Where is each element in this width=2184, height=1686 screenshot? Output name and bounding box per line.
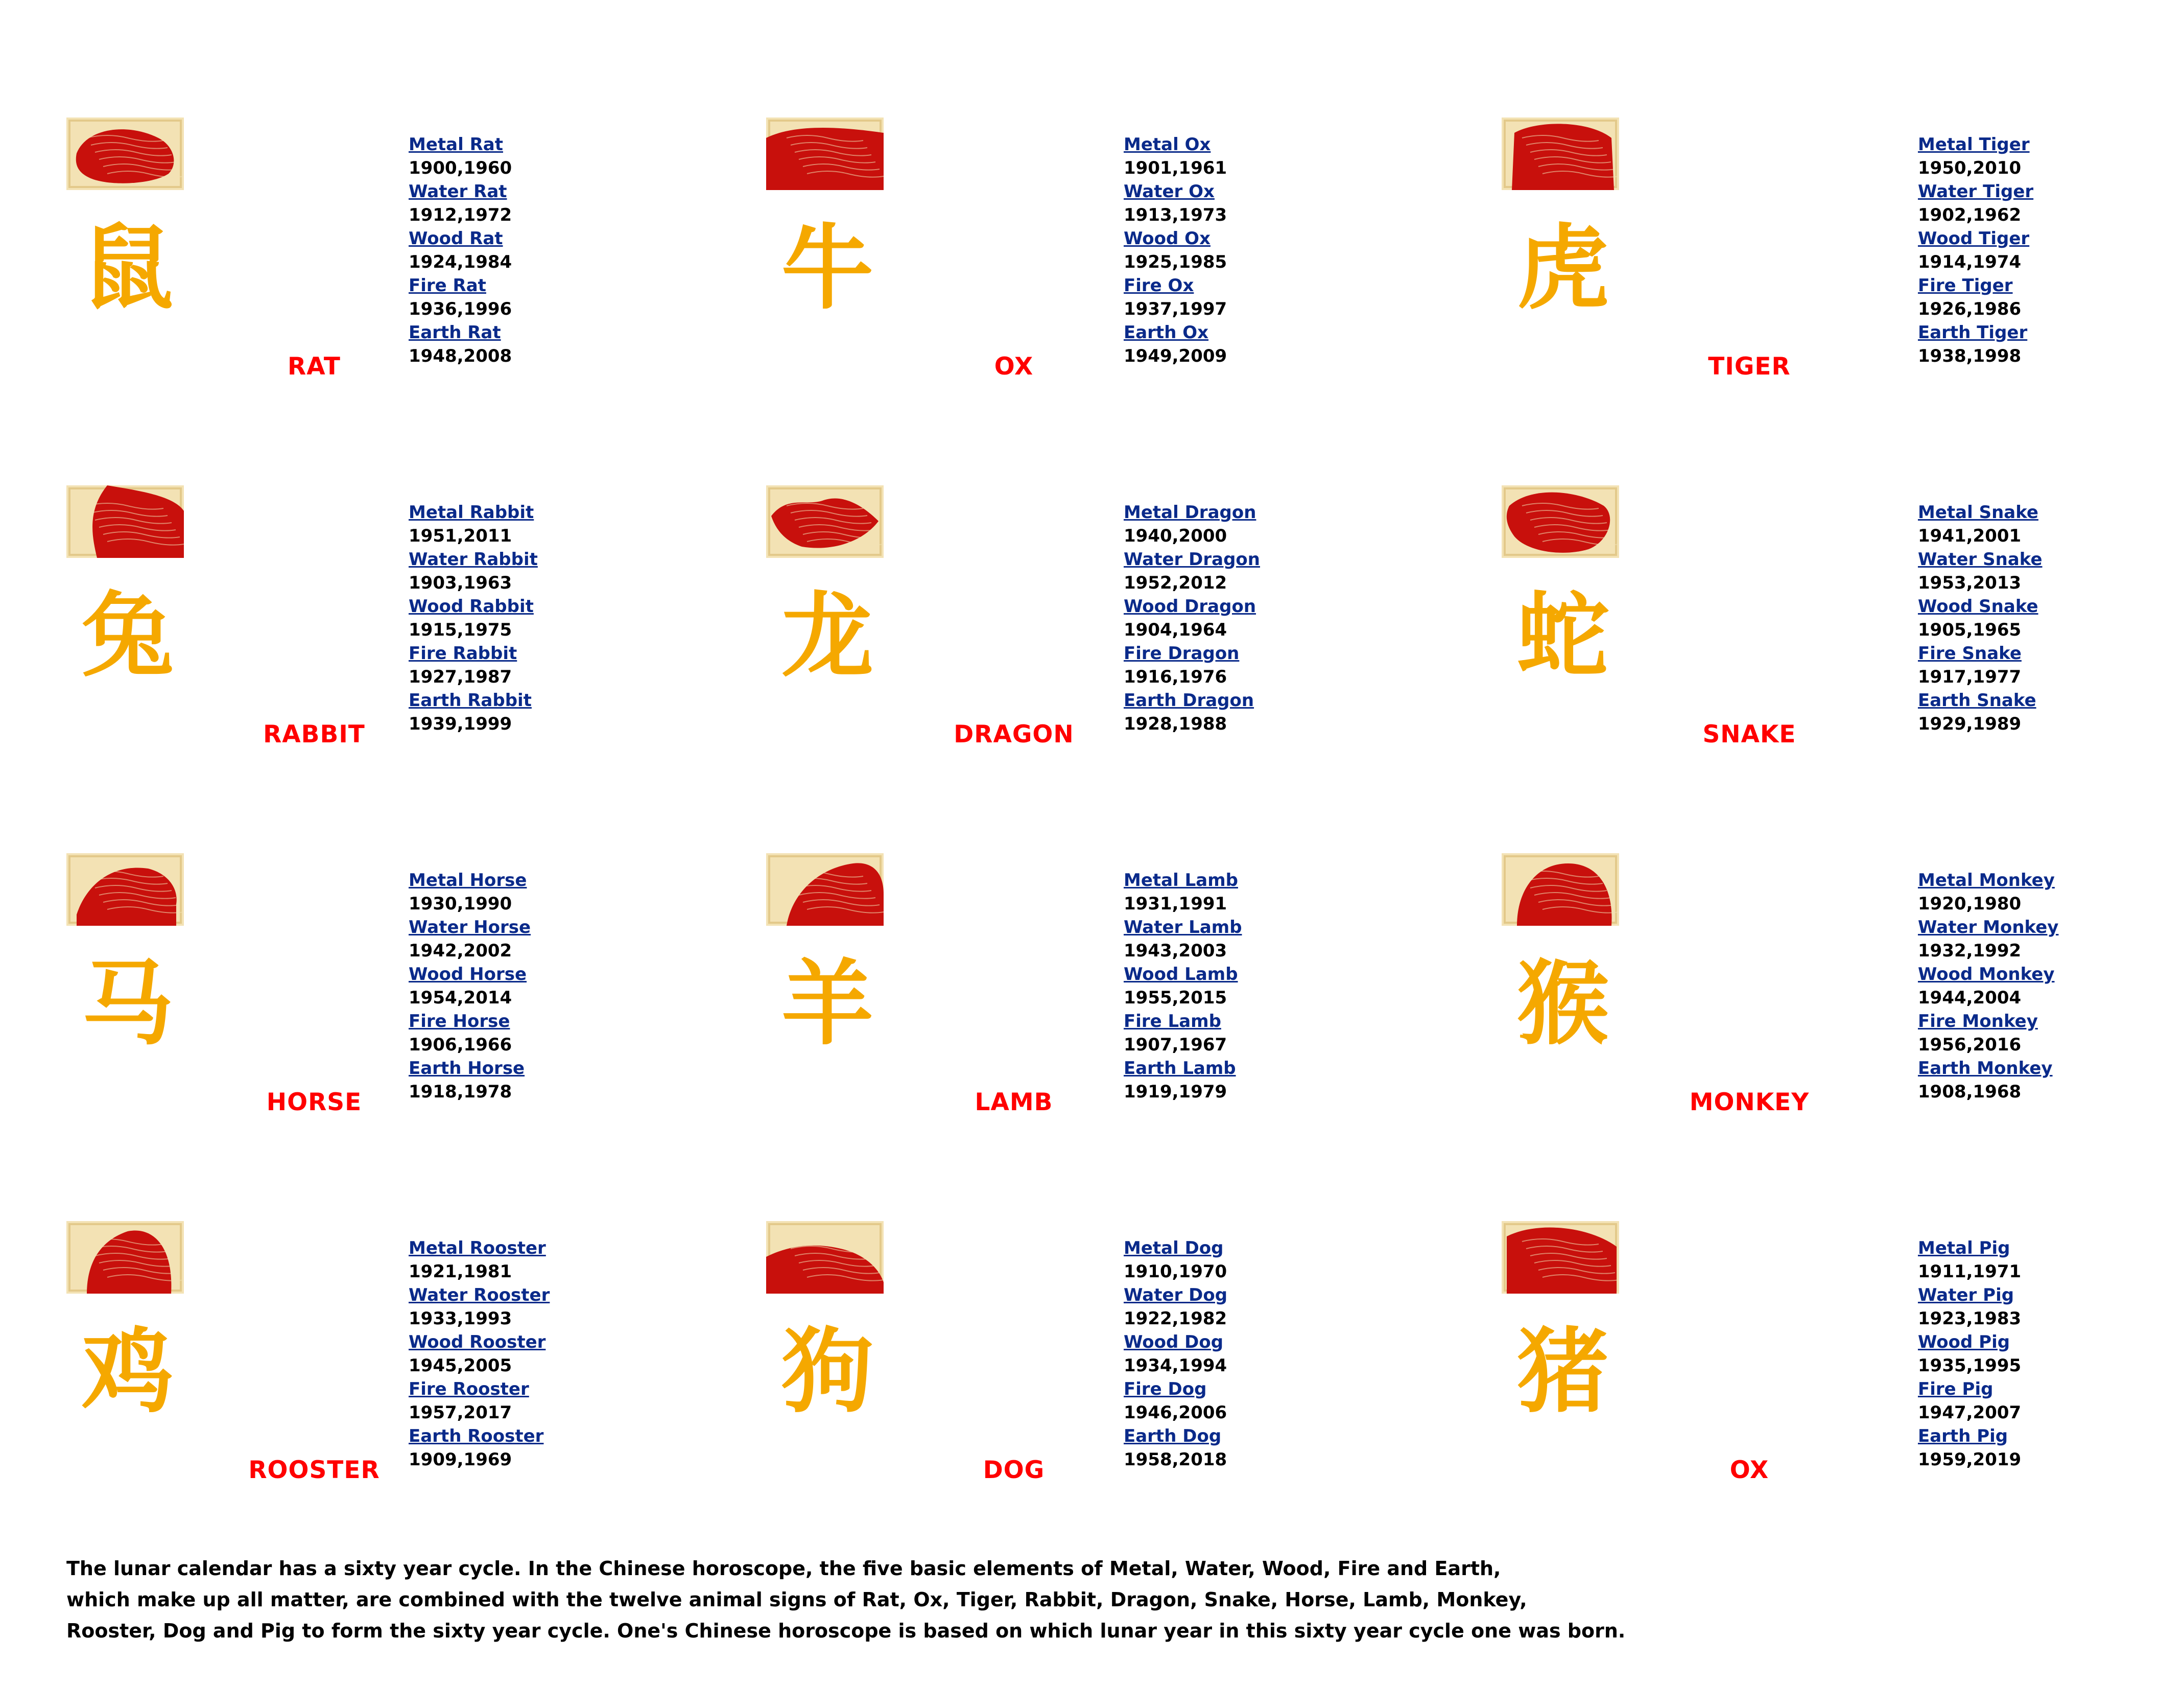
description-line-1: The lunar calendar has a sixty year cycle. In the Chinese horoscope, the five basic elements of Metal, Water, Wood, Fire and Earth, (66, 1557, 1501, 1580)
element-years: 1951,2011 (409, 526, 512, 546)
zodiac-card-rat (66, 118, 833, 475)
element-years: 1913,1973 (1124, 205, 1227, 225)
animal-name-label: LAMB (975, 1088, 1053, 1116)
element-link-fire-lamb[interactable]: Fire Lamb (1124, 1011, 1221, 1032)
element-link-earth-horse[interactable]: Earth Horse (409, 1058, 525, 1079)
element-years: 1947,2007 (1918, 1402, 2022, 1423)
element-link-metal-horse[interactable]: Metal Horse (409, 870, 527, 891)
element-years: 1915,1975 (409, 620, 512, 640)
element-years: 1957,2017 (409, 1402, 512, 1423)
element-link-water-dragon[interactable]: Water Dragon (1124, 549, 1260, 570)
element-link-wood-tiger[interactable]: Wood Tiger (1918, 228, 2030, 249)
monkey-illustration-icon (1502, 853, 1619, 926)
element-years: 1922,1982 (1124, 1308, 1227, 1329)
element-years: 1930,1990 (409, 894, 512, 914)
element-link-fire-dog[interactable]: Fire Dog (1124, 1379, 1207, 1399)
element-link-earth-pig[interactable]: Earth Pig (1918, 1426, 2008, 1446)
element-year-list (1124, 501, 1260, 736)
element-years: 1909,1969 (409, 1449, 512, 1470)
element-link-metal-lamb[interactable]: Metal Lamb (1124, 870, 1238, 891)
element-link-metal-tiger[interactable]: Metal Tiger (1918, 134, 2030, 155)
element-link-earth-rat[interactable]: Earth Rat (409, 322, 501, 343)
element-years: 1902,1962 (1918, 205, 2022, 225)
element-link-wood-ox[interactable]: Wood Ox (1124, 228, 1211, 249)
dragon-chinese-character: 龙 (781, 582, 873, 690)
element-link-earth-rooster[interactable]: Earth Rooster (409, 1426, 544, 1446)
animal-name-label: ROOSTER (248, 1456, 380, 1484)
element-year-list (1124, 133, 1227, 368)
animal-name-label: RABBIT (263, 720, 365, 748)
element-years: 1929,1989 (1918, 714, 2022, 734)
element-link-wood-rooster[interactable]: Wood Rooster (409, 1332, 546, 1352)
element-link-water-tiger[interactable]: Water Tiger (1918, 181, 2034, 202)
snake-illustration-icon (1502, 485, 1619, 558)
snake-chinese-character: 蛇 (1516, 582, 1609, 690)
element-years: 1946,2006 (1124, 1402, 1227, 1423)
zodiac-card-snake (1502, 485, 2184, 843)
element-link-earth-monkey[interactable]: Earth Monkey (1918, 1058, 2053, 1079)
animal-name-label: RAT (288, 353, 341, 381)
rabbit-chinese-character: 兔 (81, 582, 174, 690)
zodiac-card-tiger (1502, 118, 2184, 475)
element-year-list (1124, 1236, 1227, 1471)
animal-name-label: SNAKE (1702, 720, 1796, 748)
element-years: 1904,1964 (1124, 620, 1227, 640)
element-link-water-snake[interactable]: Water Snake (1918, 549, 2043, 570)
zodiac-card-pig (1502, 1221, 2184, 1579)
element-years: 1937,1997 (1124, 299, 1227, 319)
element-years: 1948,2008 (409, 346, 512, 366)
element-link-earth-lamb[interactable]: Earth Lamb (1124, 1058, 1236, 1079)
element-link-water-rat[interactable]: Water Rat (409, 181, 507, 202)
element-years: 1912,1972 (409, 205, 512, 225)
element-years: 1935,1995 (1918, 1355, 2022, 1376)
zodiac-card-lamb (766, 853, 1532, 1211)
element-link-fire-snake[interactable]: Fire Snake (1918, 643, 2022, 664)
horse-illustration-icon (66, 853, 184, 926)
animal-name-label: DRAGON (954, 720, 1074, 748)
element-years: 1956,2016 (1918, 1035, 2022, 1055)
element-year-list (1918, 133, 2033, 368)
tiger-chinese-character: 虎 (1516, 214, 1609, 322)
element-link-wood-snake[interactable]: Wood Snake (1918, 596, 2038, 617)
pig-chinese-character: 猪 (1516, 1318, 1609, 1425)
element-link-fire-rooster[interactable]: Fire Rooster (409, 1379, 529, 1399)
description-line-2: which make up all matter, are combined with the twelve animal signs of Rat, Ox, Tiger, Rabbit, Dragon, Snake, Horse, Lamb, Monkey, (66, 1588, 1527, 1611)
element-years: 1920,1980 (1918, 894, 2022, 914)
element-years: 1911,1971 (1918, 1261, 2022, 1282)
element-years: 1943,2003 (1124, 941, 1227, 961)
element-link-water-dog[interactable]: Water Dog (1124, 1285, 1228, 1305)
animal-name-label: DOG (983, 1456, 1045, 1484)
element-link-water-pig[interactable]: Water Pig (1918, 1285, 2014, 1305)
element-link-water-rabbit[interactable]: Water Rabbit (409, 549, 538, 570)
element-link-water-lamb[interactable]: Water Lamb (1124, 917, 1242, 938)
element-link-earth-tiger[interactable]: Earth Tiger (1918, 322, 2028, 343)
element-years: 1927,1987 (409, 667, 512, 687)
element-link-wood-rat[interactable]: Wood Rat (409, 228, 503, 249)
rooster-illustration-icon (66, 1221, 184, 1294)
element-year-list (409, 1236, 550, 1471)
element-link-fire-rat[interactable]: Fire Rat (409, 275, 486, 296)
lunar-calendar-description (66, 1553, 1752, 1647)
element-years: 1925,1985 (1124, 252, 1227, 272)
dog-illustration-icon (766, 1221, 884, 1294)
element-link-wood-monkey[interactable]: Wood Monkey (1918, 964, 2055, 985)
element-years: 1950,2010 (1918, 158, 2022, 178)
element-year-list (1918, 501, 2043, 736)
rabbit-illustration-icon (66, 485, 184, 558)
element-year-list (409, 501, 538, 736)
element-years: 1931,1991 (1124, 894, 1227, 914)
element-year-list (1918, 1236, 2021, 1471)
lamb-chinese-character: 羊 (781, 950, 873, 1058)
ox-chinese-character: 牛 (781, 214, 873, 322)
element-years: 1941,2001 (1918, 526, 2022, 546)
element-years: 1900,1960 (409, 158, 512, 178)
element-link-metal-monkey[interactable]: Metal Monkey (1918, 870, 2055, 891)
element-years: 1933,1993 (409, 1308, 512, 1329)
element-years: 1936,1996 (409, 299, 512, 319)
dog-chinese-character: 狗 (781, 1318, 873, 1425)
element-year-list (1918, 869, 2058, 1104)
element-years: 1906,1966 (409, 1035, 512, 1055)
element-link-earth-snake[interactable]: Earth Snake (1918, 690, 2036, 711)
element-years: 1938,1998 (1918, 346, 2022, 366)
element-years: 1952,2012 (1124, 573, 1227, 593)
rat-chinese-character: 鼠 (81, 214, 174, 322)
animal-name-label: MONKEY (1689, 1088, 1810, 1116)
element-link-wood-horse[interactable]: Wood Horse (409, 964, 527, 985)
element-years: 1945,2005 (409, 1355, 512, 1376)
lamb-illustration-icon (766, 853, 884, 926)
rooster-chinese-character: 鸡 (81, 1318, 174, 1425)
element-link-water-monkey[interactable]: Water Monkey (1918, 917, 2059, 938)
dragon-illustration-icon (766, 485, 884, 558)
element-years: 1959,2019 (1918, 1449, 2022, 1470)
element-years: 1918,1978 (409, 1082, 512, 1102)
element-years: 1903,1963 (409, 573, 512, 593)
element-years: 1942,2002 (409, 941, 512, 961)
zodiac-card-ox (766, 118, 1532, 475)
element-years: 1908,1968 (1918, 1082, 2022, 1102)
element-years: 1910,1970 (1124, 1261, 1227, 1282)
element-years: 1916,1976 (1124, 667, 1227, 687)
zodiac-card-horse (66, 853, 833, 1211)
element-years: 1939,1999 (409, 714, 512, 734)
zodiac-card-dragon (766, 485, 1532, 843)
pig-illustration-icon (1502, 1221, 1619, 1294)
animal-name-label: TIGER (1708, 353, 1791, 381)
zodiac-card-rooster (66, 1221, 833, 1579)
element-link-fire-horse[interactable]: Fire Horse (409, 1011, 510, 1032)
element-years: 1924,1984 (409, 252, 512, 272)
element-link-fire-monkey[interactable]: Fire Monkey (1918, 1011, 2038, 1032)
element-link-earth-dragon[interactable]: Earth Dragon (1124, 690, 1254, 711)
zodiac-card-dog (766, 1221, 1532, 1579)
element-year-list (409, 869, 531, 1104)
element-years: 1944,2004 (1918, 988, 2022, 1008)
element-years: 1940,2000 (1124, 526, 1227, 546)
element-link-metal-dog[interactable]: Metal Dog (1124, 1238, 1224, 1258)
element-link-earth-rabbit[interactable]: Earth Rabbit (409, 690, 532, 711)
element-years: 1954,2014 (409, 988, 512, 1008)
animal-name-label: OX (1729, 1456, 1769, 1484)
element-link-metal-dragon[interactable]: Metal Dragon (1124, 502, 1256, 523)
element-years: 1934,1994 (1124, 1355, 1227, 1376)
element-years: 1926,1986 (1918, 299, 2022, 319)
description-line-3: Rooster, Dog and Pig to form the sixty year cycle. One's Chinese horoscope is based on which lunar year in this sixty year cycle one was born. (66, 1620, 1626, 1642)
element-years: 1901,1961 (1124, 158, 1227, 178)
element-years: 1958,2018 (1124, 1449, 1227, 1470)
element-link-wood-lamb[interactable]: Wood Lamb (1124, 964, 1238, 985)
element-years: 1905,1965 (1918, 620, 2022, 640)
element-years: 1923,1983 (1918, 1308, 2022, 1329)
element-link-wood-dragon[interactable]: Wood Dragon (1124, 596, 1256, 617)
horse-chinese-character: 马 (81, 950, 174, 1058)
element-link-wood-pig[interactable]: Wood Pig (1918, 1332, 2010, 1352)
ox-illustration-icon (766, 118, 884, 190)
element-link-earth-dog[interactable]: Earth Dog (1124, 1426, 1222, 1446)
element-link-wood-dog[interactable]: Wood Dog (1124, 1332, 1224, 1352)
element-link-fire-pig[interactable]: Fire Pig (1918, 1379, 1993, 1399)
element-link-earth-ox[interactable]: Earth Ox (1124, 322, 1209, 343)
zodiac-card-rabbit (66, 485, 833, 843)
element-link-metal-rooster[interactable]: Metal Rooster (409, 1238, 546, 1258)
animal-name-label: HORSE (266, 1088, 362, 1116)
element-years: 1928,1988 (1124, 714, 1227, 734)
element-years: 1953,2013 (1918, 573, 2022, 593)
element-year-list (409, 133, 512, 368)
element-link-fire-rabbit[interactable]: Fire Rabbit (409, 643, 517, 664)
monkey-chinese-character: 猴 (1516, 950, 1609, 1058)
element-link-fire-ox[interactable]: Fire Ox (1124, 275, 1194, 296)
rat-illustration-icon (66, 118, 184, 190)
element-years: 1907,1967 (1124, 1035, 1227, 1055)
element-years: 1932,1992 (1918, 941, 2022, 961)
element-years: 1919,1979 (1124, 1082, 1227, 1102)
element-link-metal-rat[interactable]: Metal Rat (409, 134, 503, 155)
element-link-water-ox[interactable]: Water Ox (1124, 181, 1215, 202)
element-years: 1949,2009 (1124, 346, 1227, 366)
element-link-water-rooster[interactable]: Water Rooster (409, 1285, 550, 1305)
element-years: 1917,1977 (1918, 667, 2022, 687)
element-years: 1914,1974 (1918, 252, 2022, 272)
element-link-metal-snake[interactable]: Metal Snake (1918, 502, 2038, 523)
element-link-metal-ox[interactable]: Metal Ox (1124, 134, 1211, 155)
tiger-illustration-icon (1502, 118, 1619, 190)
element-link-water-horse[interactable]: Water Horse (409, 917, 531, 938)
element-years: 1921,1981 (409, 1261, 512, 1282)
zodiac-card-monkey (1502, 853, 2184, 1211)
element-years: 1955,2015 (1124, 988, 1227, 1008)
element-link-fire-tiger[interactable]: Fire Tiger (1918, 275, 2013, 296)
element-year-list (1124, 869, 1242, 1104)
animal-name-label: OX (994, 353, 1034, 381)
element-link-metal-pig[interactable]: Metal Pig (1918, 1238, 2010, 1258)
element-link-fire-dragon[interactable]: Fire Dragon (1124, 643, 1240, 664)
element-link-metal-rabbit[interactable]: Metal Rabbit (409, 502, 534, 523)
element-link-wood-rabbit[interactable]: Wood Rabbit (409, 596, 534, 617)
